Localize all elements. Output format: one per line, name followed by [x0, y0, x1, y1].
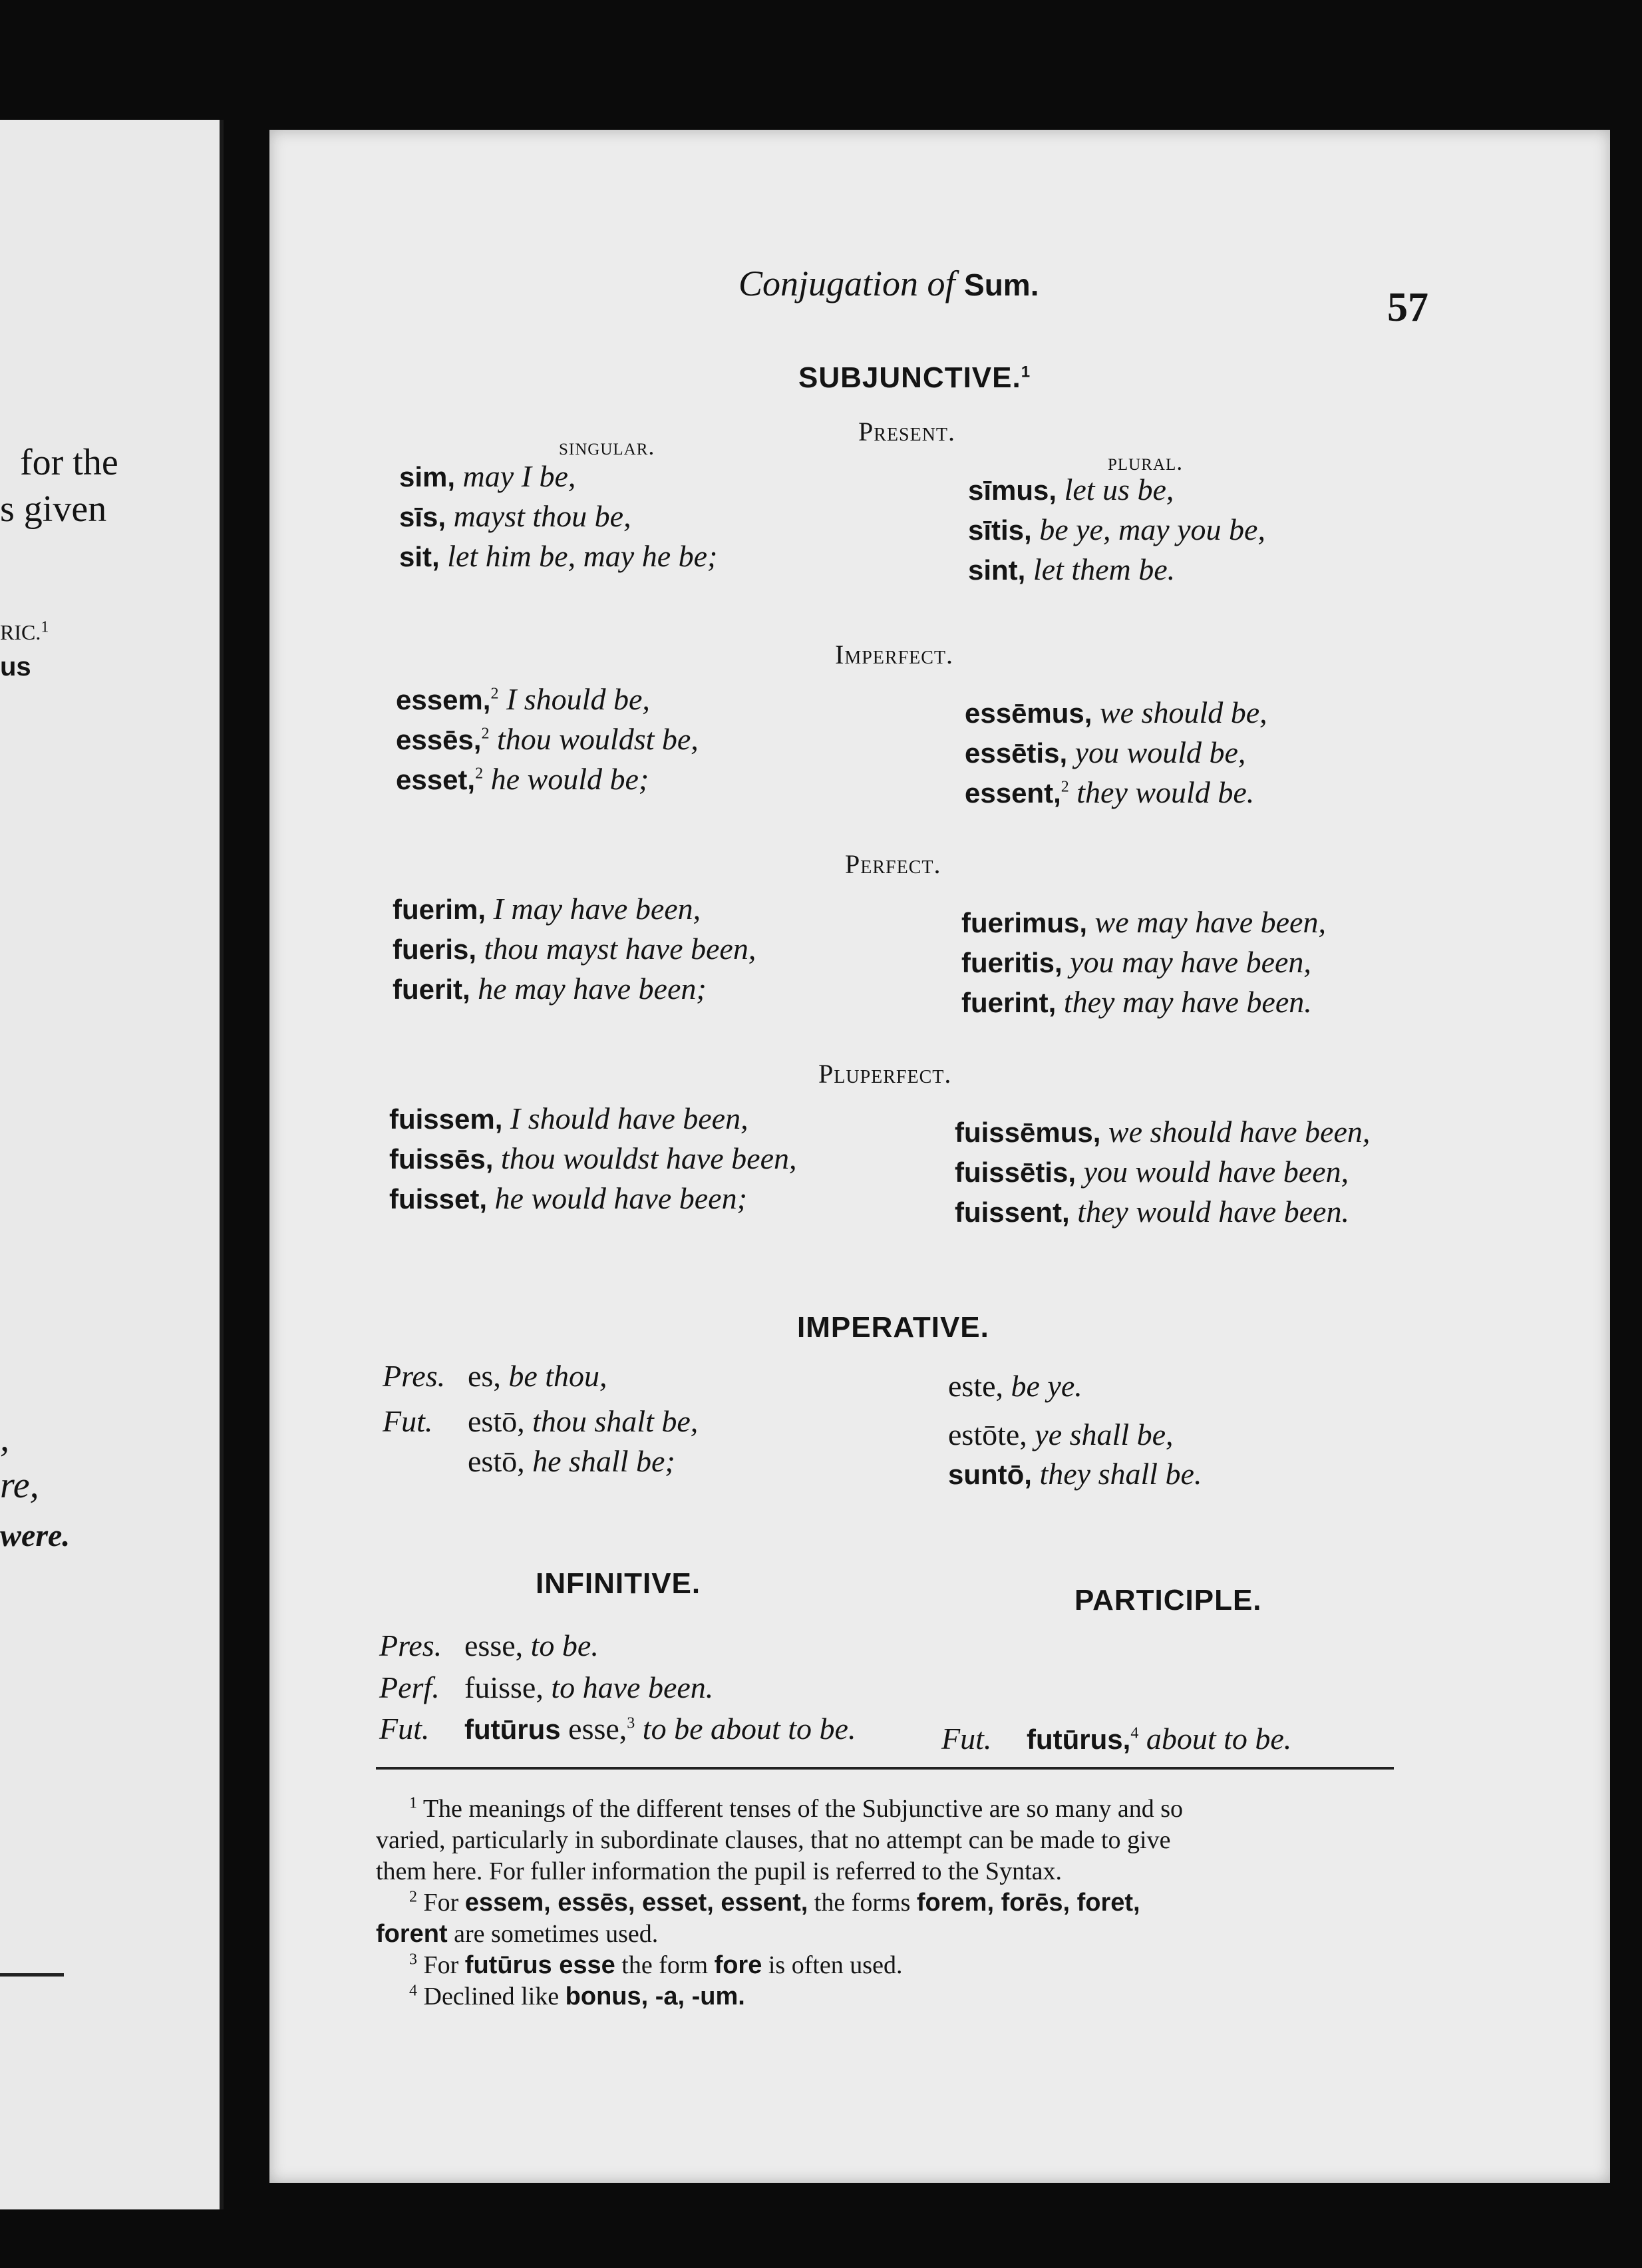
latin-form: fuissēs,: [389, 1143, 494, 1175]
conjugation-row-plural: [961, 907, 1326, 938]
latin-form: sint,: [968, 554, 1026, 586]
english-translation: let him be, may he be;: [447, 539, 718, 573]
running-title: Conjugation of Sum.: [739, 264, 1039, 303]
conjugation-row-plural: [965, 697, 1267, 728]
footnote-1: $^1$ The meanings of the different tenses of the Subjunctive are so many and so: [409, 1794, 1183, 1823]
conjugation-row-singular: [393, 934, 756, 964]
footnote-ref: 2: [490, 685, 499, 703]
english-translation: thou wouldst be,: [496, 722, 699, 756]
conjugation-row-plural: [955, 1197, 1349, 1227]
conjugation-row-singular: [389, 1103, 748, 1134]
latin-form: essētis,: [965, 737, 1068, 769]
tense-heading: Perfect.: [845, 849, 941, 879]
conjugation-row-plural: [965, 737, 1245, 768]
english-translation: may I be,: [462, 459, 576, 493]
tense-heading: Pluperfect.: [818, 1059, 952, 1089]
latin-form: essent,: [965, 777, 1061, 809]
conjugation-row-singular: [399, 541, 717, 572]
latin-form: fuissem,: [389, 1103, 503, 1135]
infinitive-heading: INFINITIVE.: [536, 1567, 701, 1600]
latin-form: fuerit,: [393, 974, 470, 1005]
imperative-present-singular: Pres. es, be thou,: [383, 1359, 607, 1393]
conjugation-row-singular: [389, 1183, 747, 1214]
conjugation-row-singular: [396, 764, 649, 795]
english-translation: you may have been,: [1070, 945, 1311, 979]
english-translation: you would be,: [1074, 735, 1246, 769]
column-header-plural: plural.: [1108, 449, 1184, 475]
footnote-1-line-2: varied, particularly in subordinate clauses, that no attempt can be made to give: [376, 1826, 1171, 1854]
conjugation-row-singular: [393, 894, 701, 924]
english-translation: we should be,: [1099, 695, 1267, 729]
latin-form: fuissent,: [955, 1197, 1070, 1228]
english-translation: he would have been;: [494, 1181, 747, 1215]
conjugation-row-plural: [968, 474, 1174, 505]
tense-heading: Present.: [858, 417, 956, 447]
english-translation: they would be.: [1076, 775, 1255, 809]
latin-form: sīs,: [399, 501, 446, 532]
latin-form: sīmus,: [968, 474, 1057, 506]
left-page-text: s given: [0, 488, 107, 530]
imperative-present-plural: este, be ye.: [948, 1369, 1082, 1403]
participle-heading: PARTICIPLE.: [1074, 1584, 1262, 1616]
latin-form: essēs,: [396, 724, 482, 755]
conjugation-row-plural: [965, 777, 1254, 808]
latin-form: sim,: [399, 461, 456, 492]
left-page-text: were.: [0, 1518, 71, 1553]
conjugation-row-singular: [389, 1143, 797, 1174]
footnote-2: $^2$ For essem, essēs, esset, essent, the forms forem, forēs, foret,: [409, 1888, 1140, 1917]
conjugation-row-singular: [396, 684, 650, 715]
subjunctive-heading: SUBJUNCTIVE.$^1$: [798, 361, 1031, 394]
infinitive-future: Fut. futūrus esse,$^3$ to be about to be.: [379, 1712, 856, 1746]
latin-form: sit,: [399, 541, 440, 572]
left-page-text: ,: [0, 1418, 9, 1459]
infinitive-present: Pres. esse, to be.: [379, 1628, 599, 1662]
english-translation: he would be;: [490, 762, 649, 796]
conjugation-row-plural: [955, 1117, 1370, 1147]
left-page-rule: [0, 1973, 64, 1977]
english-translation: let them be.: [1033, 552, 1176, 586]
conjugation-row-plural: [961, 947, 1311, 978]
column-header-singular: singular.: [559, 433, 655, 460]
conjugation-row-plural: [955, 1157, 1349, 1187]
english-translation: we should have been,: [1108, 1115, 1371, 1149]
footnote-3: $^3$ For futūrus esse the form fore is often used.: [409, 1951, 903, 1979]
conjugation-row-plural: [961, 987, 1312, 1018]
english-translation: thou wouldst have been,: [500, 1141, 797, 1175]
english-translation: I may have been,: [493, 892, 701, 926]
english-translation: I should have been,: [510, 1101, 748, 1135]
page-number: 57: [1387, 285, 1428, 330]
latin-form: fuisset,: [389, 1183, 488, 1215]
english-translation: I should be,: [506, 682, 650, 716]
conjugation-row-plural: [968, 514, 1265, 545]
footnote-1-line-3: them here. For fuller information the pupil is referred to the Syntax.: [376, 1857, 1062, 1885]
latin-form: fueris,: [393, 934, 477, 965]
imperative-future-singular: Fut. estō, thou shalt be,: [383, 1404, 699, 1438]
imperative-future-singular: estō, he shall be;: [468, 1444, 675, 1478]
latin-form: esset,: [396, 764, 476, 795]
latin-form: fuerim,: [393, 894, 486, 925]
english-translation: be ye, may you be,: [1039, 512, 1265, 546]
conjugation-row-singular: [399, 461, 575, 492]
english-translation: we may have been,: [1094, 905, 1326, 939]
conjugation-row-singular: [399, 501, 631, 532]
imperative-future-plural: estōte, ye shall be,: [948, 1418, 1174, 1451]
infinitive-perfect: Perf. fuisse, to have been.: [379, 1670, 714, 1704]
imperative-future-plural: suntō, they shall be.: [948, 1457, 1202, 1491]
left-page-text: us: [0, 652, 31, 681]
imperative-heading: IMPERATIVE.: [797, 1311, 989, 1344]
conjugation-row-singular: [396, 724, 699, 755]
left-page-text: re,: [0, 1465, 39, 1506]
footnote-rule: [376, 1767, 1394, 1770]
footnote-4: $^4$ Declined like bonus, -a, -um.: [409, 1982, 745, 2010]
latin-form: sītis,: [968, 514, 1032, 546]
footnote-ref: 2: [481, 725, 490, 743]
footnote-ref: 2: [1061, 778, 1069, 796]
latin-form: fuissēmus,: [955, 1117, 1101, 1148]
participle-future: Fut. futūrus,$^4$ about to be.: [941, 1722, 1292, 1756]
latin-form: fueritis,: [961, 947, 1063, 978]
latin-form: fuerint,: [961, 987, 1057, 1018]
latin-form: essēmus,: [965, 697, 1092, 729]
english-translation: you would have been,: [1083, 1155, 1349, 1189]
conjugation-row-plural: [968, 554, 1175, 585]
tense-heading: Imperfect.: [835, 640, 954, 669]
book-page: [269, 130, 1610, 2183]
left-page-text: for the: [20, 442, 118, 483]
english-translation: mayst thou be,: [453, 499, 631, 533]
footnote-2-line-2: forent are sometimes used.: [376, 1920, 659, 1948]
english-translation: they would have been.: [1077, 1195, 1349, 1228]
english-translation: they may have been.: [1063, 985, 1312, 1019]
latin-form: fuissētis,: [955, 1157, 1076, 1188]
footnote-ref: 2: [475, 765, 484, 783]
english-translation: thou mayst have been,: [484, 932, 756, 966]
left-page-fragment: [0, 120, 224, 2209]
english-translation: let us be,: [1064, 472, 1174, 506]
left-page-text: RIC.$^1$: [0, 618, 49, 644]
conjugation-row-singular: [393, 974, 707, 1004]
latin-form: essem,: [396, 684, 491, 715]
latin-form: fuerimus,: [961, 907, 1088, 938]
english-translation: he may have been;: [478, 972, 707, 1006]
